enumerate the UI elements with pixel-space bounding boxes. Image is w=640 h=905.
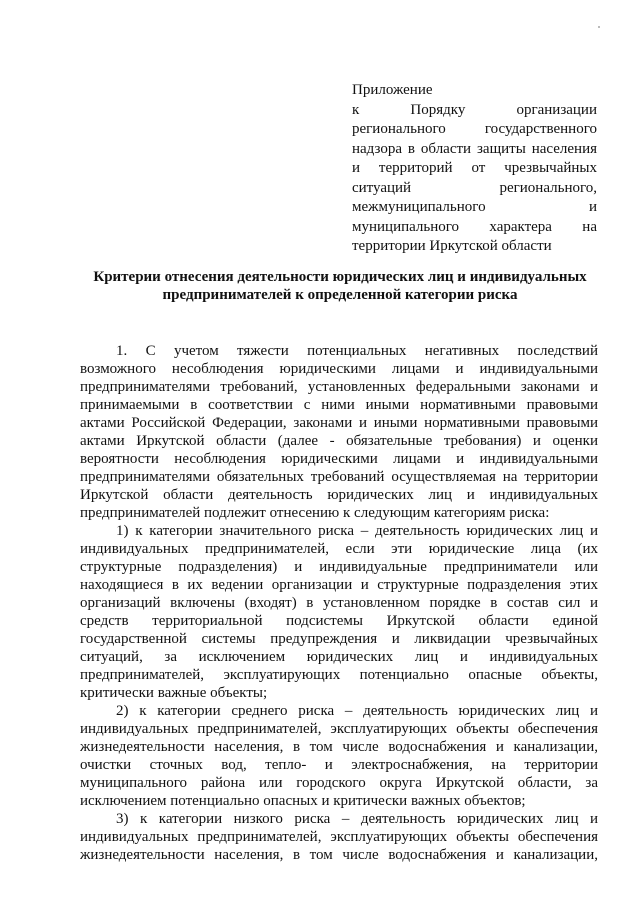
- paragraph-line: предпринимателями обязательных требований осуществляемая на территории: [80, 469, 598, 485]
- paragraph-line: находящиеся в их ведении организации и структурные подразделения этих: [80, 577, 598, 593]
- paragraph-line: 1) к категории значительного риска – деятельность юридических лиц и: [116, 523, 598, 539]
- paragraph-line: Иркутской области деятельность юридических лиц и индивидуальных: [80, 487, 598, 503]
- appendix-line: Приложение: [352, 82, 433, 98]
- paragraph-line: 1. С учетом тяжести потенциальных негативных последствий: [116, 343, 598, 359]
- paragraph-line: очистки сточных вод, тепло- и электроснабжения, на территории: [80, 757, 598, 773]
- paragraph-line: актами Российской Федерации, законами и иными нормативными правовыми: [80, 415, 598, 431]
- paragraph-line: организаций включены (входят) в установленном порядке в состав сил и: [80, 595, 598, 611]
- appendix-line: ситуаций регионального,: [352, 179, 597, 196]
- appendix-line: к Порядку организации: [352, 101, 597, 118]
- paragraph-line: принимаемыми в соответствии с ними иными нормативными правовыми: [80, 397, 598, 413]
- paragraph-line: жизнедеятельности населения, в том числе водоснабжения и канализации,: [80, 847, 598, 863]
- document-title: [40, 268, 640, 304]
- paragraph-line: актами Иркутской области (далее - обязательные требования) и оценки: [80, 433, 598, 449]
- scan-speck: [598, 26, 600, 28]
- paragraph-line: предпринимателей, эксплуатирующих потенциально опасные объекты,: [80, 667, 598, 683]
- paragraph-line: муниципального района или городского округа Иркутской области, за: [80, 775, 598, 791]
- appendix-line: и территорий от чрезвычайных: [352, 160, 597, 176]
- paragraph-line: индивидуальных предпринимателей, если эти юридические лица (их: [80, 541, 598, 557]
- appendix-line: территории Иркутской области: [352, 238, 552, 254]
- title-line: предпринимателей к определенной категории риска: [162, 287, 518, 303]
- title-line: Критерии отнесения деятельности юридических лиц и индивидуальных: [93, 269, 587, 285]
- paragraph-line: индивидуальных предпринимателей, эксплуатирующих объекты обеспечения: [80, 721, 598, 737]
- paragraph-line: структурные подразделения) и индивидуальные предприниматели или: [80, 559, 598, 575]
- appendix-line: надзора в области защиты населения: [352, 140, 597, 157]
- paragraph-line: средств территориальной подсистемы Иркутской области единой: [80, 613, 598, 629]
- appendix-line: муниципального характера на: [352, 218, 597, 235]
- appendix-block: [352, 81, 597, 257]
- paragraph-line: предпринимателями требований, установленных федеральными законами и: [80, 379, 598, 395]
- paragraph-line: государственной системы предупреждения и ликвидации чрезвычайных: [80, 631, 598, 647]
- paragraph-line: индивидуальных предпринимателей, эксплуатирующих объекты обеспечения: [80, 829, 598, 845]
- appendix-line: регионального государственного: [352, 121, 597, 137]
- appendix-line: межмуниципального и: [352, 199, 597, 215]
- paragraph-line: исключением потенциально опасных и критически важных объектов;: [80, 793, 526, 809]
- document-body: [80, 342, 598, 864]
- paragraph-line: 2) к категории среднего риска – деятельность юридических лиц и: [116, 703, 598, 719]
- paragraph-line: предпринимателей подлежит отнесению к следующим категориям риска:: [80, 505, 550, 521]
- paragraph-line: жизнедеятельности населения, в том числе водоснабжения и канализации,: [80, 739, 598, 755]
- paragraph-line: 3) к категории низкого риска – деятельность юридических лиц и: [116, 811, 598, 827]
- paragraph-line: критически важные объекты;: [80, 685, 268, 701]
- paragraph-line: возможного несоблюдения юридическими лицами и индивидуальными: [80, 361, 598, 377]
- paragraph-line: вероятности несоблюдения юридическими лицами и индивидуальными: [80, 451, 598, 467]
- paragraph-line: ситуаций, за исключением юридических лиц и индивидуальных: [80, 649, 598, 665]
